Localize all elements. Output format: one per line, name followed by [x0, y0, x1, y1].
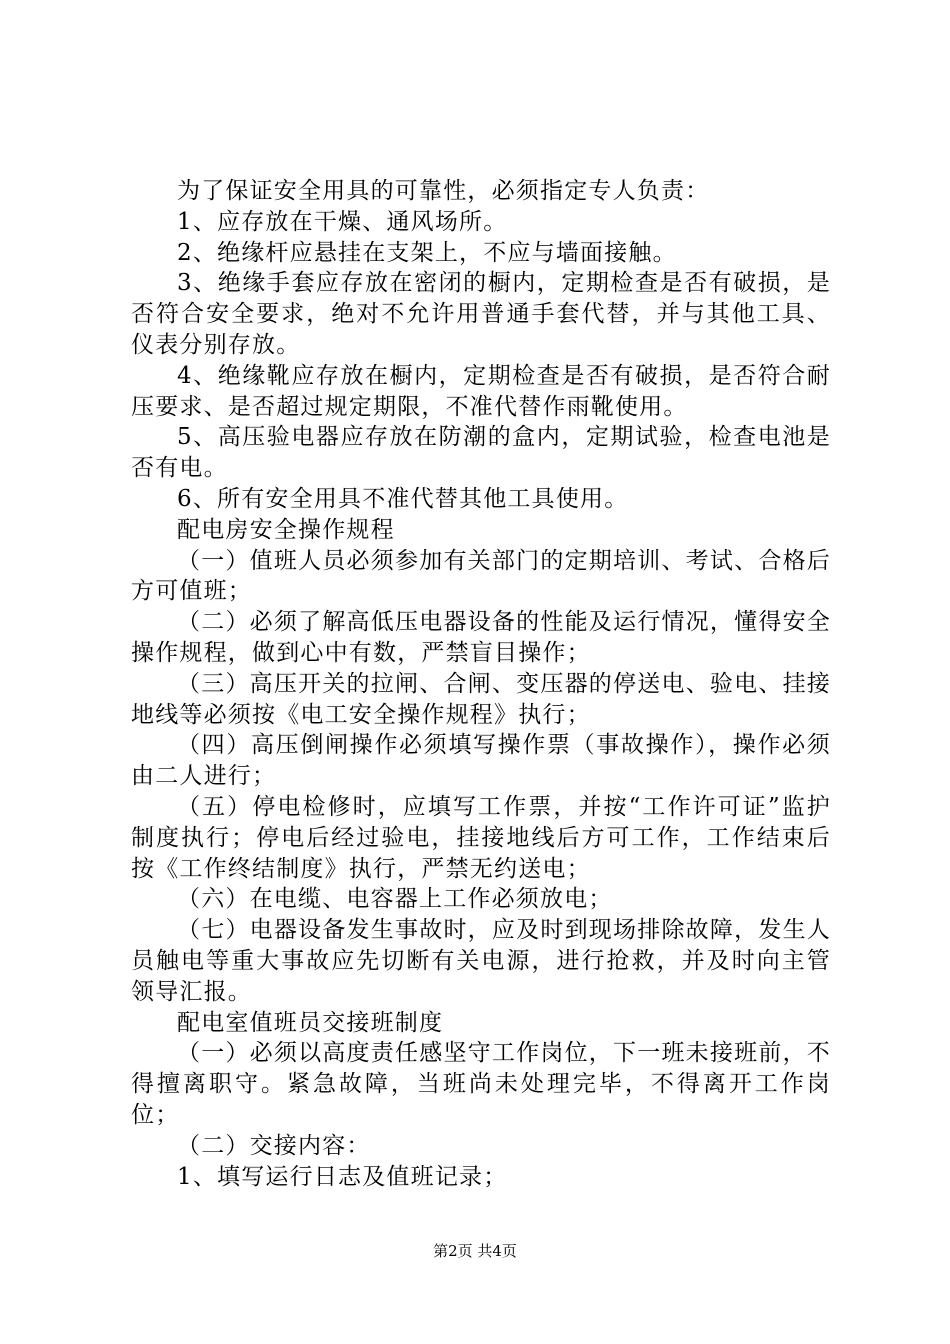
- paragraph: 2、绝缘杆应悬挂在支架上，不应与墙面接触。: [177, 239, 677, 266]
- document-body: [131, 176, 831, 1192]
- paragraph: （二）必须了解高低压电器设备的性能及运行情况，懂得安全操作规程，做到心中有数，严禁盲目操作；: [131, 609, 831, 666]
- paragraph: （三）高压开关的拉闸、合闸、变压器的停送电、验电、挂接地线等必须按《电工安全操作规程》执行；: [131, 670, 831, 728]
- paragraph: （一）必须以高度责任感坚守工作岗位，下一班未接班前，不得擅离职守。紧急故障，当班尚未处理完毕，不得离开工作岗位；: [131, 1040, 831, 1128]
- paragraph: （五）停电检修时，应填写工作票，并按“工作许可证”监护制度执行；停电后经过验电，挂接地线后方可工作，工作结束后按《工作终结制度》执行，严禁无约送电；: [131, 793, 831, 882]
- paragraph: （四）高压倒闸操作必须填写操作票（事故操作），操作必须由二人进行；: [131, 732, 831, 790]
- page-number-footer: 第2页 共4页: [433, 1242, 517, 1260]
- paragraph: 5、高压验电器应存放在防潮的盒内，定期试验，检查电池是否有电。: [131, 424, 831, 482]
- paragraph: （一）值班人员必须参加有关部门的定期培训、考试、合格后方可值班；: [131, 547, 831, 605]
- paragraph: （二）交接内容：: [177, 1132, 371, 1159]
- paragraph: 4、绝缘靴应存放在橱内，定期检查是否有破损，是否符合耐压要求、是否超过规定期限，不准代替作雨靴使用。: [131, 362, 831, 420]
- paragraph: 3、绝缘手套应存放在密闭的橱内，定期检查是否有破损，是否符合安全要求，绝对不允许用普通手套代替，并与其他工具、仪表分别存放。: [131, 270, 831, 358]
- section-heading: 配电房安全操作规程: [177, 516, 395, 543]
- paragraph: （六）在电缆、电容器上工作必须放电；: [177, 886, 613, 913]
- paragraph: （七）电器设备发生事故时，应及时到现场排除故障，发生人员触电等重大事故应先切断有关电源，进行抢救，并及时向主管领导汇报。: [131, 917, 831, 1005]
- paragraph: 为了保证安全用具的可靠性，必须指定专人负责：: [177, 178, 710, 204]
- paragraph: 1、应存放在干燥、通风场所。: [177, 208, 508, 235]
- paragraph: 6、所有安全用具不准代替其他工具使用。: [177, 485, 629, 512]
- paragraph: 1、填写运行日志及值班记录；: [177, 1163, 508, 1190]
- section-heading: 配电室值班员交接班制度: [177, 1009, 444, 1036]
